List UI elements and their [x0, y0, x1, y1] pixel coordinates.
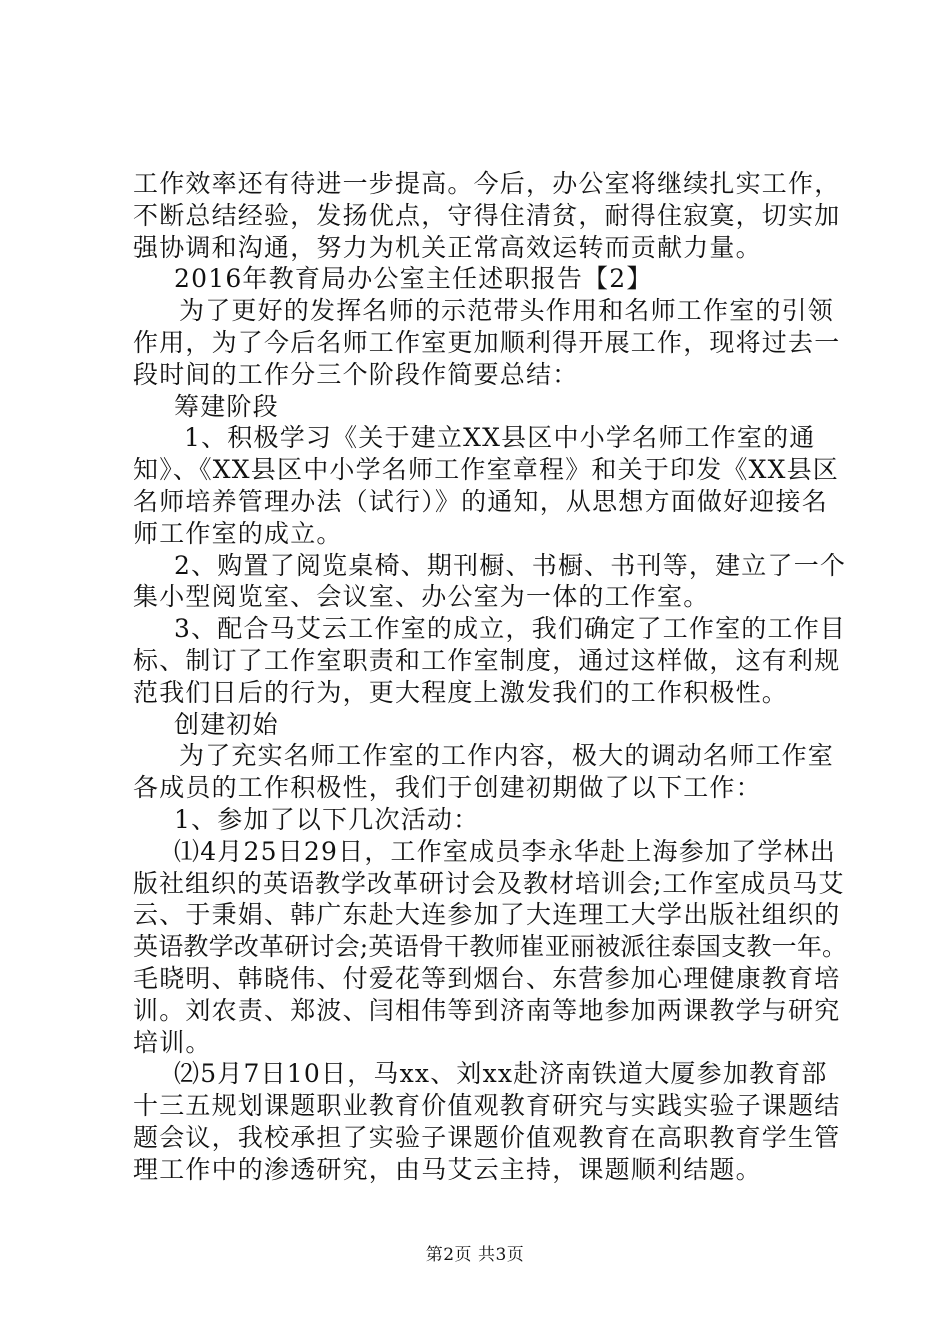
paragraph-first-line: 2、购置了阅览桌椅、期刊橱、书橱、书刊等，建立了一个: [174, 550, 847, 580]
stage-heading-founding: 创建初始: [174, 709, 279, 739]
document-body: [133, 168, 848, 1186]
body-text-line: 名师培养管理办法（试行）》的通知，从思想方面做好迎接名: [133, 486, 828, 516]
paragraph-first-line: 为了充实名师工作室的工作内容，极大的调动名师工作室: [179, 741, 835, 771]
body-text-line: 英语教学改革研讨会;英语骨干教师崔亚丽被派往泰国支教一年。: [133, 932, 848, 962]
body-text-line: 强协调和沟通，努力为机关正常高效运转而贡献力量。: [133, 232, 762, 262]
paragraph-first-line: ⑵5月7日10日，马xx、刘xx赴济南铁道大厦参加教育部: [174, 1059, 828, 1089]
body-text-line: 云、于秉娟、韩广东赴大连参加了大连理工大学出版社组织的: [133, 900, 841, 930]
body-text-line: 知》、《XX县区中小学名师工作室章程》和关于印发《XX县区: [133, 455, 839, 485]
paragraph-first-line: 为了更好的发挥名师的示范带头作用和名师工作室的引领: [179, 296, 835, 326]
body-text-line: 毛晓明、韩晓伟、付爱花等到烟台、东营参加心理健康教育培: [133, 963, 841, 993]
paragraph-first-line: 3、配合马艾云工作室的成立，我们确定了工作室的工作目: [174, 614, 847, 644]
page-number-footer: 第2页 共3页: [425, 1245, 525, 1265]
body-text-line: 不断总结经验，发扬优点，守得住清贫，耐得住寂寞，切实加: [133, 200, 841, 230]
paragraph-first-line: ⑴4月25日29日，工作室成员李永华赴上海参加了学林出: [174, 836, 836, 866]
body-text-line: 作用，为了今后名师工作室更加顺利得开展工作，现将过去一: [133, 327, 841, 357]
body-text-line: 工作效率还有待进一步提高。今后，办公室将继续扎实工作，: [133, 169, 841, 198]
list-item-heading: 1、参加了以下几次活动：: [174, 804, 480, 834]
body-text-line: 段时间的工作分三个阶段作简要总结：: [133, 359, 579, 389]
body-text-line: 集小型阅览室、会议室、办公室为一体的工作室。: [133, 582, 710, 612]
body-text-line: 题会议，我校承担了实验子课题价值观教育在高职教育学生管: [133, 1122, 841, 1152]
body-text-line: 各成员的工作积极性，我们于创建初期做了以下工作：: [133, 773, 762, 803]
body-text-line: 版社组织的英语教学改革研讨会及教材培训会;工作室成员马艾: [133, 868, 845, 898]
paragraph-first-line: 1、积极学习《关于建立XX县区中小学名师工作室的通: [184, 423, 816, 453]
body-text-line: 标、制订了工作室职责和工作室制度，通过这样做，这有利规: [133, 645, 841, 675]
body-text-line: 培训。: [133, 1027, 212, 1057]
body-text-line: 理工作中的渗透研究，由马艾云主持，课题顺利结题。: [133, 1154, 762, 1184]
body-text-line: 十三五规划课题职业教育价值观教育研究与实践实验子课题结: [133, 1091, 841, 1121]
stage-heading-preparation: 筹建阶段: [174, 391, 279, 421]
body-text-line: 范我们日后的行为，更大程度上激发我们的工作积极性。: [133, 677, 789, 707]
body-text-line: 训。刘农责、郑波、闫相伟等到济南等地参加两课教学与研究: [133, 995, 841, 1025]
section-heading: 2016年教育局办公室主任述职报告【2】: [174, 264, 653, 294]
body-text-line: 师工作室的成立。: [133, 518, 343, 548]
